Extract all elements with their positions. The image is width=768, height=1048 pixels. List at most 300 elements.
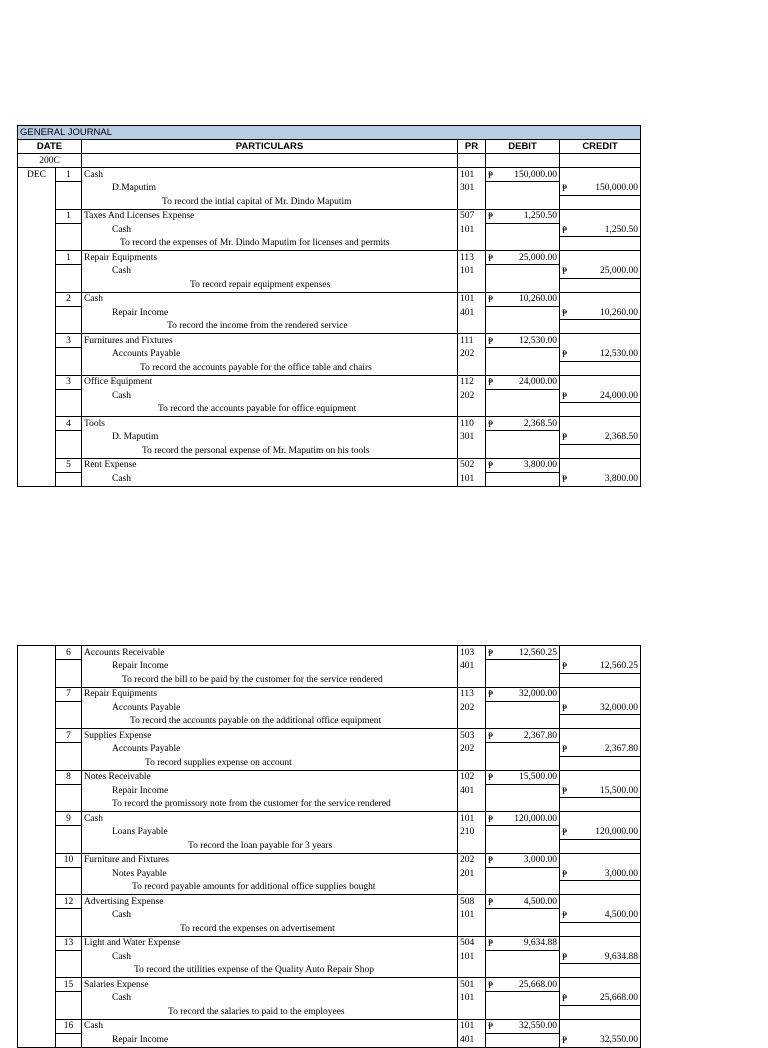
pr-empty-cell (458, 278, 486, 292)
debit-empty-cell (486, 922, 560, 936)
amount-value: 12,530.00 (519, 335, 557, 346)
day-cell (56, 756, 82, 770)
month-cell (18, 853, 56, 867)
debit-amount (486, 458, 560, 472)
month-cell (18, 743, 56, 757)
month-cell (18, 278, 56, 292)
peso-sign: ₱ (562, 473, 568, 484)
month-cell (18, 306, 56, 320)
month-cell (18, 770, 56, 784)
credit-empty-cell (560, 687, 641, 701)
debit-amount (486, 895, 560, 909)
credit-empty-cell (560, 964, 641, 978)
month-cell (18, 320, 56, 334)
debit-pr: 503 (458, 729, 486, 743)
journal-row-debit (18, 334, 641, 348)
day-cell (56, 1005, 82, 1019)
month-cell (18, 646, 56, 660)
pr-empty-cell (458, 320, 486, 334)
credit-pr: 101 (458, 950, 486, 964)
debit-account: Repair Equipments (82, 687, 458, 701)
pr-empty-cell (458, 195, 486, 209)
journal-row-debit (18, 895, 641, 909)
amount-value: 32,550.00 (519, 1021, 557, 1031)
month-cell (18, 251, 56, 265)
peso-sign: ₱ (488, 689, 494, 699)
credit-pr: 202 (458, 701, 486, 715)
amount-value: 25,000.00 (519, 252, 557, 263)
debit-account: Cash (82, 292, 458, 306)
peso-sign: ₱ (562, 785, 568, 796)
month-cell (18, 1005, 56, 1019)
amount-value: 4,500.00 (604, 910, 638, 920)
journal-row-description (18, 839, 641, 853)
credit-empty-cell (560, 168, 641, 182)
credit-account: Cash (82, 950, 458, 964)
credit-empty-cell (560, 853, 641, 867)
month-cell (18, 223, 56, 237)
debit-pr: 501 (458, 978, 486, 992)
credit-empty-cell (560, 251, 641, 265)
amount-value: 3,000.00 (523, 855, 557, 865)
peso-sign: ₱ (488, 418, 494, 429)
day-cell (56, 992, 82, 1006)
peso-sign: ₱ (562, 744, 568, 754)
amount-value: 32,550.00 (600, 1034, 638, 1045)
debit-pr: 508 (458, 895, 486, 909)
debit-empty-cell (486, 909, 560, 923)
entry-description: To record the intial capital of Mr. Dindo Maputim (82, 195, 458, 209)
journal-row-description (18, 320, 641, 334)
debit-account: Notes Receivable (82, 770, 458, 784)
month-cell (18, 715, 56, 729)
peso-sign: ₱ (488, 169, 494, 180)
pr-empty-cell (458, 1005, 486, 1019)
day-cell: 3 (56, 375, 82, 389)
peso-sign: ₱ (488, 647, 494, 658)
month-cell (18, 798, 56, 812)
debit-empty-cell (486, 826, 560, 840)
credit-pr: 101 (458, 909, 486, 923)
month-cell (18, 812, 56, 826)
credit-amount (560, 909, 641, 923)
journal-row-credit (18, 909, 641, 923)
credit-pr: 210 (458, 826, 486, 840)
header-debit: DEBIT (486, 140, 560, 154)
debit-empty-cell (486, 743, 560, 757)
pr-empty-cell (458, 403, 486, 417)
month-cell (18, 237, 56, 251)
credit-account: D.Maputim (82, 182, 458, 196)
amount-value: 24,000.00 (600, 390, 638, 401)
credit-empty-cell (560, 361, 641, 375)
entry-description: To record the salaries to paid to the employees (82, 1005, 458, 1019)
credit-empty-cell (560, 1005, 641, 1019)
month-cell (18, 1019, 56, 1033)
month-cell (18, 431, 56, 445)
peso-sign: ₱ (488, 855, 494, 865)
journal-row-description (18, 922, 641, 936)
debit-amount (486, 251, 560, 265)
pr-empty-cell (458, 715, 486, 729)
amount-value: 25,000.00 (600, 266, 638, 276)
credit-empty-cell (560, 715, 641, 729)
journal-row-description (18, 361, 641, 375)
amount-value: 32,000.00 (519, 689, 557, 699)
day-cell (56, 389, 82, 403)
credit-account: Cash (82, 223, 458, 237)
debit-pr: 507 (458, 209, 486, 223)
journal-row-debit (18, 209, 641, 223)
credit-empty-cell (560, 458, 641, 472)
debit-account: Cash (82, 168, 458, 182)
debit-amount (486, 770, 560, 784)
amount-value: 10,260.00 (600, 307, 638, 318)
journal-row-debit (18, 770, 641, 784)
month-cell (18, 673, 56, 687)
journal-row-debit (18, 292, 641, 306)
month-cell (18, 839, 56, 853)
credit-amount (560, 431, 641, 445)
credit-account: Repair Income (82, 1033, 458, 1047)
amount-value: 1,250.50 (523, 211, 557, 221)
credit-empty-cell (560, 334, 641, 348)
credit-empty-cell (560, 403, 641, 417)
year-row (18, 154, 641, 168)
entry-description: To record the promissory note from the customer for the service rendered (82, 798, 458, 812)
journal-title-row (18, 126, 641, 140)
credit-empty-cell (560, 798, 641, 812)
day-cell (56, 320, 82, 334)
journal-row-description (18, 881, 641, 895)
day-cell (56, 715, 82, 729)
day-cell (56, 306, 82, 320)
journal-row-debit (18, 646, 641, 660)
journal-row-debit (18, 251, 641, 265)
day-cell (56, 348, 82, 362)
day-cell (56, 431, 82, 445)
month-cell (18, 348, 56, 362)
day-cell (56, 867, 82, 881)
debit-account: Taxes And Licenses Expense (82, 209, 458, 223)
journal-row-credit (18, 867, 641, 881)
peso-sign: ₱ (562, 868, 568, 879)
journal-row-debit (18, 853, 641, 867)
peso-sign: ₱ (488, 813, 494, 824)
credit-empty-cell (560, 646, 641, 660)
amount-value: 3,800.00 (523, 460, 557, 470)
pr-empty-cell (458, 673, 486, 687)
debit-pr: 504 (458, 936, 486, 950)
month-cell (18, 182, 56, 196)
month-cell (18, 978, 56, 992)
journal-row-credit (18, 701, 641, 715)
month-cell (18, 992, 56, 1006)
amount-value: 12,560.25 (519, 647, 557, 658)
peso-sign: ₱ (562, 266, 568, 276)
debit-pr: 102 (458, 770, 486, 784)
debit-account: Furnitures and Fixtures (82, 334, 458, 348)
debit-amount (486, 936, 560, 950)
journal-row-credit (18, 306, 641, 320)
debit-account: Office Equipment (82, 375, 458, 389)
header-pr: PR (458, 140, 486, 154)
debit-pr: 111 (458, 334, 486, 348)
amount-value: 4,500.00 (523, 896, 557, 907)
credit-pr: 301 (458, 431, 486, 445)
day-cell: 3 (56, 334, 82, 348)
debit-account: Cash (82, 812, 458, 826)
credit-account: Accounts Payable (82, 701, 458, 715)
entry-description: To record the accounts payable on the additional office equipment (82, 715, 458, 729)
credit-empty-cell (560, 320, 641, 334)
debit-empty-cell (486, 867, 560, 881)
credit-amount (560, 701, 641, 715)
day-cell: 5 (56, 458, 82, 472)
credit-account: Notes Payable (82, 867, 458, 881)
day-cell: 1 (56, 209, 82, 223)
amount-value: 2,368.50 (604, 432, 638, 442)
credit-amount (560, 743, 641, 757)
debit-amount (486, 292, 560, 306)
day-cell (56, 237, 82, 251)
journal-row-credit (18, 472, 641, 486)
debit-amount (486, 978, 560, 992)
month-cell (18, 375, 56, 389)
amount-value: 2,367.80 (604, 744, 638, 754)
journal-row-credit (18, 1033, 641, 1047)
credit-empty-cell (560, 673, 641, 687)
credit-empty-cell (560, 770, 641, 784)
pr-empty-cell (458, 798, 486, 812)
debit-pr: 113 (458, 251, 486, 265)
month-cell (18, 936, 56, 950)
journal-row-credit (18, 265, 641, 279)
day-cell (56, 881, 82, 895)
debit-empty-cell (486, 182, 560, 196)
entry-description: To record the accounts payable for office equipment (82, 403, 458, 417)
month-cell (18, 826, 56, 840)
peso-sign: ₱ (488, 377, 494, 387)
amount-value: 150,000.00 (595, 183, 638, 193)
day-cell (56, 195, 82, 209)
journal-row-debit (18, 729, 641, 743)
debit-account: Tools (82, 417, 458, 431)
debit-amount (486, 853, 560, 867)
day-cell: 12 (56, 895, 82, 909)
debit-empty-cell (486, 195, 560, 209)
credit-empty-cell (560, 895, 641, 909)
day-cell (56, 964, 82, 978)
peso-sign: ₱ (562, 432, 568, 442)
amount-value: 1,250.50 (604, 224, 638, 235)
peso-sign: ₱ (488, 896, 494, 907)
amount-value: 10,260.00 (519, 294, 557, 304)
credit-amount (560, 265, 641, 279)
credit-pr: 202 (458, 389, 486, 403)
month-cell (18, 361, 56, 375)
journal-row-description (18, 798, 641, 812)
amount-value: 120,000.00 (595, 827, 638, 837)
debit-empty-cell (486, 444, 560, 458)
month-cell (18, 881, 56, 895)
debit-empty-cell (486, 403, 560, 417)
credit-account: Loans Payable (82, 826, 458, 840)
credit-empty-cell (560, 839, 641, 853)
journal-row-debit (18, 978, 641, 992)
debit-account: Light and Water Expense (82, 936, 458, 950)
entry-description: To record the utilities expense of the Quality Auto Repair Shop (82, 964, 458, 978)
journal-row-credit (18, 348, 641, 362)
pr-empty-cell (458, 756, 486, 770)
credit-account: Accounts Payable (82, 743, 458, 757)
day-cell: 15 (56, 978, 82, 992)
debit-amount (486, 209, 560, 223)
month-cell (18, 867, 56, 881)
day-cell (56, 660, 82, 674)
debit-amount (486, 168, 560, 182)
debit-pr: 110 (458, 417, 486, 431)
day-cell (56, 673, 82, 687)
credit-amount (560, 826, 641, 840)
debit-empty-cell (486, 223, 560, 237)
journal-row-debit (18, 458, 641, 472)
amount-value: 9,634.88 (523, 938, 557, 948)
day-cell (56, 950, 82, 964)
amount-value: 9,634.88 (604, 951, 638, 962)
credit-amount (560, 867, 641, 881)
day-cell: 13 (56, 936, 82, 950)
amount-value: 3,000.00 (604, 868, 638, 879)
day-cell: 9 (56, 812, 82, 826)
credit-pr: 101 (458, 223, 486, 237)
entry-description: To record the accounts payable for the office table and chairs (82, 361, 458, 375)
entry-description: To record repair equipment expenses (82, 278, 458, 292)
credit-account: Cash (82, 472, 458, 486)
debit-pr: 101 (458, 1019, 486, 1033)
debit-account: Cash (82, 1019, 458, 1033)
day-cell (56, 403, 82, 417)
peso-sign: ₱ (562, 1034, 568, 1045)
day-cell (56, 743, 82, 757)
entry-description: To record the expenses of Mr. Dindo Maputim for licenses and permits (82, 237, 458, 251)
debit-empty-cell (486, 715, 560, 729)
debit-empty-cell (486, 660, 560, 674)
day-cell: 8 (56, 770, 82, 784)
peso-sign: ₱ (488, 294, 494, 304)
peso-sign: ₱ (562, 702, 568, 713)
month-cell (18, 209, 56, 223)
month-cell (18, 701, 56, 715)
amount-value: 3,800.00 (604, 473, 638, 484)
peso-sign: ₱ (488, 252, 494, 263)
debit-empty-cell (486, 389, 560, 403)
journal-row-description (18, 756, 641, 770)
amount-value: 120,000.00 (514, 813, 557, 824)
journal-row-description (18, 444, 641, 458)
journal-row-description (18, 403, 641, 417)
debit-empty-cell (486, 701, 560, 715)
debit-empty-cell (486, 950, 560, 964)
day-cell: 6 (56, 646, 82, 660)
day-cell (56, 182, 82, 196)
day-cell (56, 444, 82, 458)
journal-row-credit (18, 784, 641, 798)
month-cell (18, 909, 56, 923)
debit-amount (486, 334, 560, 348)
debit-amount (486, 646, 560, 660)
month-cell (18, 417, 56, 431)
month-cell (18, 660, 56, 674)
day-cell: 7 (56, 729, 82, 743)
debit-empty-cell (486, 798, 560, 812)
journal-row-credit (18, 660, 641, 674)
month-cell (18, 265, 56, 279)
debit-empty-cell (486, 1033, 560, 1047)
day-cell: 1 (56, 251, 82, 265)
credit-pr: 401 (458, 784, 486, 798)
amount-value: 25,668.00 (519, 979, 557, 990)
day-cell: 2 (56, 292, 82, 306)
header-particulars: PARTICULARS (82, 140, 458, 154)
credit-account: Accounts Payable (82, 348, 458, 362)
credit-pr: 401 (458, 660, 486, 674)
day-cell (56, 922, 82, 936)
debit-empty-cell (486, 348, 560, 362)
debit-pr: 101 (458, 168, 486, 182)
debit-account: Rent Expense (82, 458, 458, 472)
debit-amount (486, 417, 560, 431)
credit-pr: 101 (458, 992, 486, 1006)
journal-row-credit (18, 223, 641, 237)
credit-amount (560, 1033, 641, 1047)
day-cell (56, 839, 82, 853)
amount-value: 2,367.80 (523, 730, 557, 741)
peso-sign: ₱ (562, 827, 568, 837)
peso-sign: ₱ (562, 349, 568, 359)
credit-empty-cell (560, 375, 641, 389)
peso-sign: ₱ (488, 1021, 494, 1031)
peso-sign: ₱ (562, 951, 568, 962)
day-cell (56, 701, 82, 715)
journal-row-description (18, 1005, 641, 1019)
peso-sign: ₱ (562, 993, 568, 1003)
peso-sign: ₱ (488, 335, 494, 346)
peso-sign: ₱ (562, 910, 568, 920)
journal-row-credit (18, 743, 641, 757)
journal-row-debit (18, 168, 641, 182)
credit-amount (560, 182, 641, 196)
credit-empty-cell (560, 278, 641, 292)
credit-empty-cell (560, 444, 641, 458)
credit-amount (560, 389, 641, 403)
debit-empty-cell (486, 320, 560, 334)
month-cell (18, 292, 56, 306)
credit-amount (560, 223, 641, 237)
debit-pr: 112 (458, 375, 486, 389)
month-cell (18, 687, 56, 701)
day-cell (56, 223, 82, 237)
journal-row-credit (18, 182, 641, 196)
debit-account: Salaries Expense (82, 978, 458, 992)
debit-account: Repair Equipments (82, 251, 458, 265)
entry-description: To record payable amounts for additional office supplies bought (82, 881, 458, 895)
peso-sign: ₱ (562, 183, 568, 193)
credit-empty-cell (560, 922, 641, 936)
entry-description: To record the expenses on advertisement (82, 922, 458, 936)
debit-empty-cell (486, 992, 560, 1006)
debit-pr: 202 (458, 853, 486, 867)
